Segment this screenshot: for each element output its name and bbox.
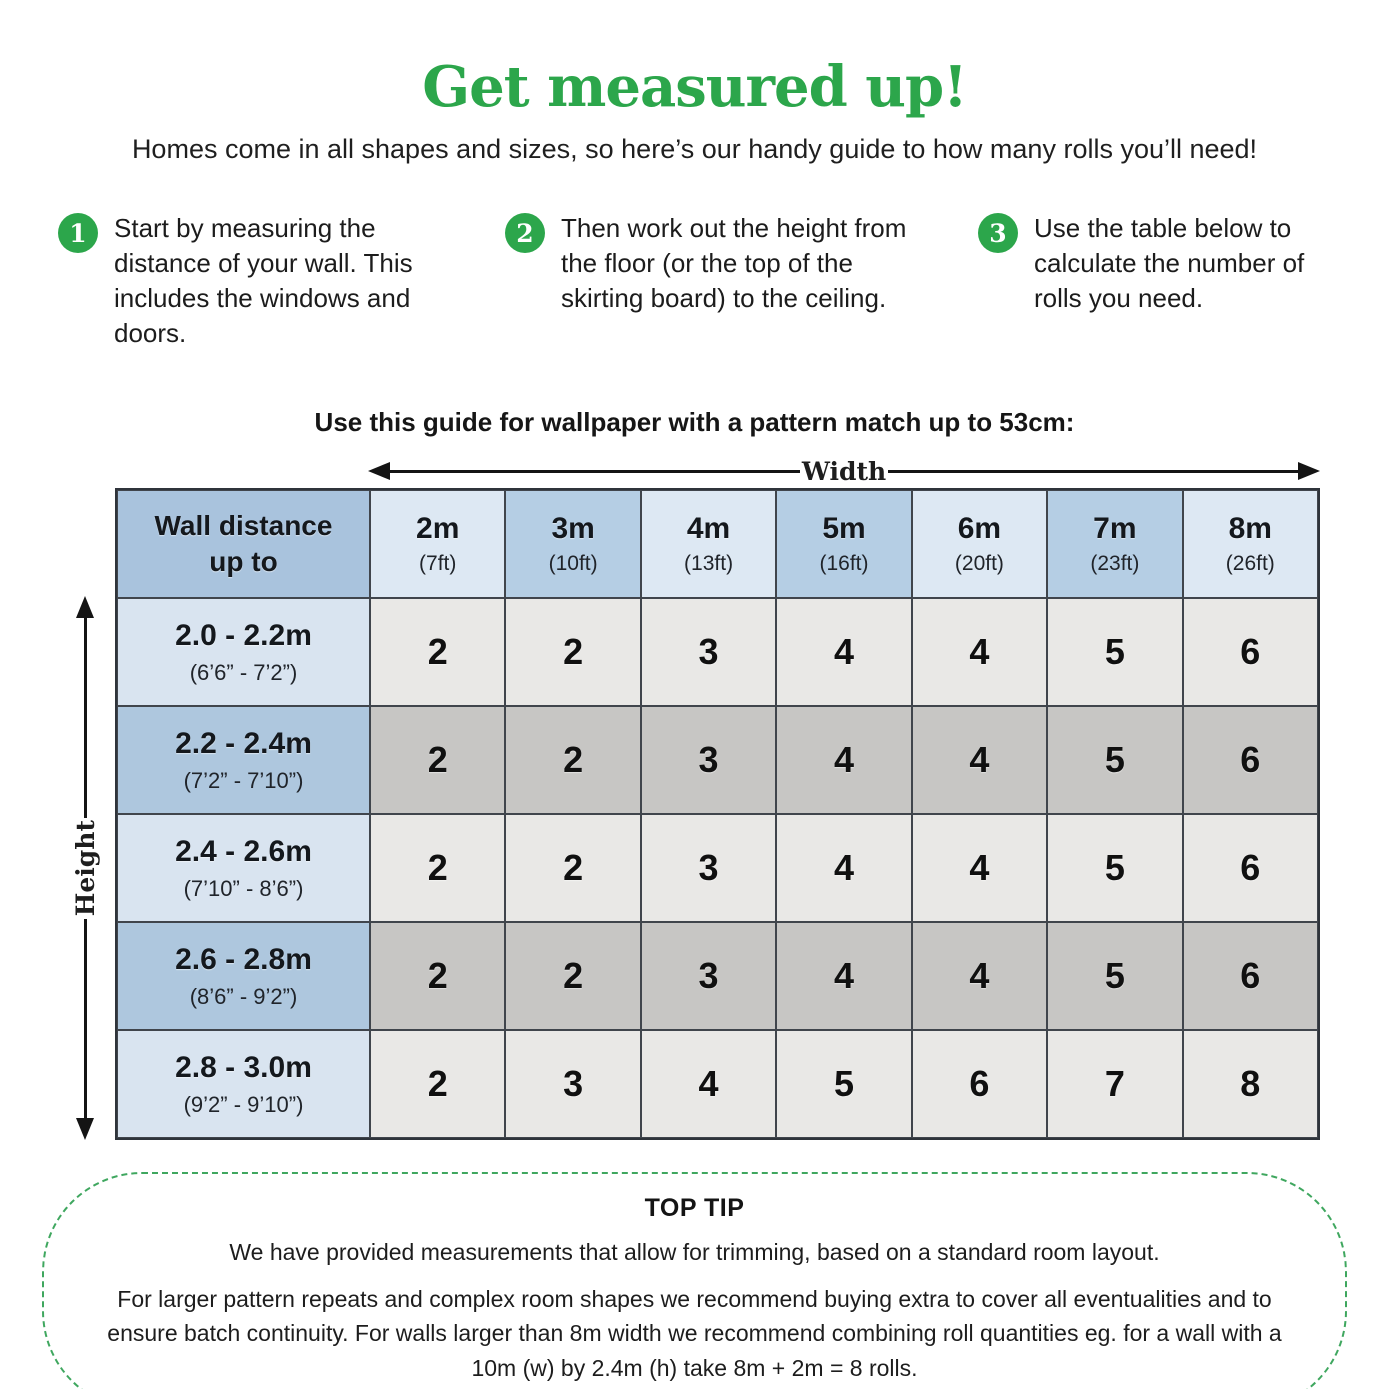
table-cell — [912, 598, 1047, 706]
column-header-4m — [641, 490, 776, 598]
row-header-feet: (9’2” - 9’10”) — [183, 1091, 304, 1117]
arrowhead-left-icon — [368, 462, 390, 480]
top-tip-box — [42, 1172, 1347, 1389]
top-tip-line-1: We have provided measurements that allow for trimming, based on a standard room layout. — [229, 1239, 1160, 1266]
row-header-feet: (6’6” - 7’2”) — [189, 659, 298, 685]
column-header-feet: (13ft) — [684, 552, 734, 576]
step-3 — [978, 211, 1334, 351]
step-1 — [58, 211, 436, 351]
step-3-number: 3 — [989, 218, 1007, 248]
table-cell — [1047, 706, 1182, 814]
rolls-value: 5 — [1104, 955, 1125, 997]
rolls-value: 6 — [1240, 631, 1261, 673]
table-cell — [776, 1030, 911, 1138]
table-cell — [505, 814, 640, 922]
row-header-2.0-2.2m — [117, 598, 370, 706]
table-cell — [912, 922, 1047, 1030]
height-arrow-line — [84, 618, 87, 818]
step-2-number: 2 — [516, 218, 534, 248]
rolls-value: 3 — [563, 1063, 584, 1105]
table-cell — [1047, 814, 1182, 922]
width-axis-label: Width — [801, 456, 887, 486]
table-cell — [776, 922, 911, 1030]
row-header-metres: 2.2 - 2.4m — [175, 726, 312, 760]
rolls-value: 5 — [833, 1063, 854, 1105]
rolls-value: 7 — [1104, 1063, 1125, 1105]
column-header-8m — [1183, 490, 1318, 598]
rolls-table — [115, 488, 1320, 1140]
table-cell — [641, 706, 776, 814]
column-header-feet: (23ft) — [1090, 552, 1140, 576]
row-header-feet: (8’6” - 9’2”) — [189, 983, 298, 1009]
table-cell — [370, 1030, 505, 1138]
table-cell — [505, 598, 640, 706]
step-3-number-badge — [978, 213, 1018, 253]
rolls-value: 2 — [563, 955, 584, 997]
width-arrow-line — [888, 470, 1298, 473]
rolls-value: 2 — [563, 739, 584, 781]
rolls-value: 6 — [969, 1063, 990, 1105]
rolls-value: 4 — [969, 739, 990, 781]
rolls-value: 8 — [1240, 1063, 1261, 1105]
column-header-metres: 2m — [416, 512, 460, 546]
top-tip-heading: TOP TIP — [644, 1194, 745, 1223]
step-1-number: 1 — [69, 218, 87, 248]
row-header-metres: 2.8 - 3.0m — [175, 1050, 312, 1084]
rolls-value: 3 — [698, 955, 719, 997]
width-arrow-line — [390, 470, 800, 473]
rolls-value: 2 — [427, 631, 448, 673]
table-cell — [370, 814, 505, 922]
table-cell — [1183, 706, 1318, 814]
rolls-value: 2 — [427, 955, 448, 997]
column-header-metres: 3m — [551, 512, 595, 546]
column-header-metres: 7m — [1093, 512, 1137, 546]
table-cell — [1183, 814, 1318, 922]
step-2-number-badge — [505, 213, 545, 253]
corner-header-cell — [117, 490, 370, 598]
arrowhead-right-icon — [1298, 462, 1320, 480]
rolls-value: 6 — [1240, 739, 1261, 781]
rolls-value: 2 — [427, 1063, 448, 1105]
rolls-value: 4 — [969, 847, 990, 889]
column-header-feet: (7ft) — [419, 552, 457, 576]
row-header-2.4-2.6m — [117, 814, 370, 922]
rolls-value: 2 — [427, 847, 448, 889]
column-header-feet: (16ft) — [819, 552, 869, 576]
column-header-3m — [505, 490, 640, 598]
row-header-feet: (7’2” - 7’10”) — [183, 767, 304, 793]
column-header-6m — [912, 490, 1047, 598]
rolls-value: 4 — [698, 1063, 719, 1105]
step-2 — [505, 211, 909, 351]
rolls-value: 2 — [563, 631, 584, 673]
rolls-value: 4 — [833, 739, 854, 781]
steps-row — [58, 211, 1334, 351]
column-header-feet: (20ft) — [954, 552, 1004, 576]
rolls-value: 3 — [698, 847, 719, 889]
rolls-value: 5 — [1104, 739, 1125, 781]
column-header-metres: 6m — [957, 512, 1002, 546]
rolls-value: 4 — [969, 955, 990, 997]
column-header-7m — [1047, 490, 1182, 598]
height-axis-label: Height — [70, 820, 100, 917]
table-cell — [1047, 922, 1182, 1030]
step-1-text: Start by measuring the distance of your wall. This includes the windows and doors. — [114, 213, 413, 349]
column-header-metres: 4m — [686, 512, 731, 546]
column-header-metres: 8m — [1228, 512, 1272, 546]
rolls-value: 2 — [427, 739, 448, 781]
table-cell — [641, 922, 776, 1030]
arrowhead-up-icon — [76, 596, 94, 618]
rolls-value: 6 — [1240, 955, 1261, 997]
row-header-metres: 2.0 - 2.2m — [175, 618, 312, 652]
width-axis-arrow — [368, 454, 1320, 488]
rolls-value: 5 — [1104, 847, 1125, 889]
column-header-2m — [370, 490, 505, 598]
rolls-value: 5 — [1104, 631, 1125, 673]
table-cell — [370, 706, 505, 814]
step-2-text: Then work out the height from the floor (or the top of the skirting board) to the ceiling. — [561, 213, 907, 314]
table-cell — [1047, 598, 1182, 706]
rolls-value: 4 — [833, 955, 854, 997]
guide-heading: Use this guide for wallpaper with a pattern match up to 53cm: — [314, 407, 1075, 438]
page-subtitle: Homes come in all shapes and sizes, so here’s our handy guide to how many rolls you’ll need! — [131, 134, 1258, 164]
height-axis-arrow — [63, 596, 107, 1140]
table-cell — [776, 598, 911, 706]
table-cell — [776, 814, 911, 922]
table-cell — [641, 814, 776, 922]
table-cell — [370, 922, 505, 1030]
rolls-value: 4 — [969, 631, 990, 673]
rolls-value: 6 — [1240, 847, 1261, 889]
row-header-metres: 2.6 - 2.8m — [175, 942, 312, 976]
rolls-value: 2 — [563, 847, 584, 889]
rolls-value: 3 — [698, 631, 719, 673]
top-tip-line-2: For larger pattern repeats and complex room shapes we recommend buying extra to cover all eventualities and to ensure batch continuity. For walls larger than 8m width we recommend combining roll quantities eg. for a wall with a 10m (w) by 2.4m (h) take 8m + 2m = 8 rolls. — [107, 1285, 1282, 1381]
table-cell — [1183, 598, 1318, 706]
page-title: Get measured up! — [422, 54, 967, 120]
row-header-2.8-3.0m — [117, 1030, 370, 1138]
row-header-2.2-2.4m — [117, 706, 370, 814]
corner-header-label: Wall distance up to — [154, 509, 333, 578]
table-cell — [1047, 1030, 1182, 1138]
height-arrow-line — [84, 919, 87, 1119]
step-3-text: Use the table below to calculate the number of rolls you need. — [1034, 213, 1305, 314]
rolls-value: 3 — [698, 739, 719, 781]
table-cell — [505, 706, 640, 814]
table-cell — [912, 814, 1047, 922]
table-cell — [1183, 922, 1318, 1030]
table-cell — [912, 1030, 1047, 1138]
table-cell — [641, 598, 776, 706]
row-header-metres: 2.4 - 2.6m — [175, 834, 312, 868]
column-header-feet: (10ft) — [548, 552, 598, 576]
rolls-value: 4 — [833, 847, 854, 889]
column-header-feet: (26ft) — [1225, 552, 1275, 576]
table-cell — [505, 1030, 640, 1138]
table-cell — [1183, 1030, 1318, 1138]
table-cell — [505, 922, 640, 1030]
rolls-value: 4 — [833, 631, 854, 673]
table-zone — [70, 454, 1320, 1140]
table-cell — [776, 706, 911, 814]
step-1-number-badge — [58, 213, 98, 253]
column-header-metres: 5m — [822, 512, 866, 546]
row-header-2.6-2.8m — [117, 922, 370, 1030]
table-cell — [641, 1030, 776, 1138]
table-cell — [370, 598, 505, 706]
column-header-5m — [776, 490, 911, 598]
arrowhead-down-icon — [76, 1118, 94, 1140]
row-header-feet: (7’10” - 8’6”) — [183, 875, 304, 901]
table-cell — [912, 706, 1047, 814]
